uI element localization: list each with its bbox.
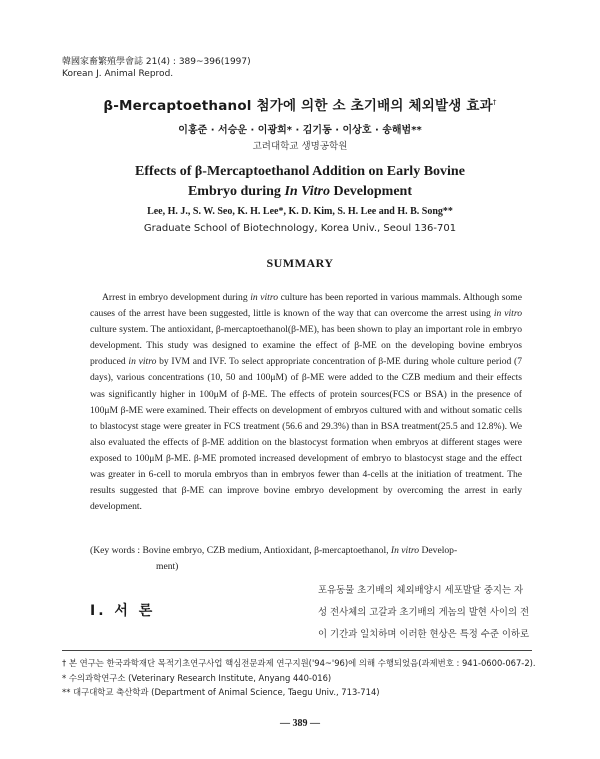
- footnote-divider: [62, 650, 532, 651]
- korean-title: [0, 94, 600, 114]
- english-title-italic: In Vitro: [284, 184, 330, 199]
- english-affiliation: Graduate School of Biotechnology, Korea Univ., Seoul 136-701: [143, 223, 457, 234]
- abstract-italic: in vitro: [128, 356, 157, 368]
- footnote-affiliation-2: ** 대구대학교 축산학과 (Department of Animal Science, Taegu Univ., 713-714): [62, 687, 380, 697]
- introduction-line: 성 전사체의 고갈과 초기배의 게놈의 발현 사이의 전: [318, 607, 530, 618]
- abstract-paragraph: [90, 290, 522, 515]
- journal-name: Korean J. Animal Reprod.: [62, 69, 174, 79]
- keywords-tail: Develop-: [419, 545, 458, 556]
- funding-mark: †: [492, 98, 497, 107]
- english-authors: Lee, H. J., S. W. Seo, K. H. Lee*, K. D. Kim, S. H. Lee and H. B. Song**: [147, 206, 453, 217]
- footnote-affiliation-1: * 수의과학연구소 (Veterinary Research Institute, Anyang 440-016): [62, 672, 332, 683]
- introduction-line: 포유동물 초기배의 체외배양시 세포발달 중지는 자: [318, 585, 524, 596]
- english-title: [0, 162, 600, 202]
- abstract-italic: in vitro: [250, 292, 278, 303]
- abstract-text: culture system. The antioxidant, β-mercaptoethanol(β-ME), has been shown to play an important role in embryo development. This study was designed to examine the effect of β-ME on the developing bovine embryos produced: [90, 324, 522, 368]
- section-heading-introduction: Ⅰ. 서 론: [90, 603, 156, 619]
- abstract-italic: in vitro: [493, 308, 522, 320]
- english-title-line2: [0, 182, 600, 202]
- introduction-line: 이 기간과 일치하며 이러한 현상은 특정 수준 이하로: [318, 629, 530, 640]
- abstract: [90, 290, 522, 515]
- korean-authors: 이홍준 · 서승운 · 이광희* · 김기동 · 이상호 · 송해범**: [178, 125, 422, 136]
- introduction-body: [318, 580, 538, 646]
- keywords: [90, 543, 530, 575]
- journal-header: [62, 56, 251, 80]
- korean-affiliation: 고려대학교 생명공학원: [252, 141, 348, 152]
- abstract-text: by IVM and IVF. To select appropriate concentration of β-ME during whole culture period (7 days), various concentrations (10, 50 and 100μM) of β-ME were added to the CZB medium and their effects was significantly higher in 100μM of β-ME. The effects of protein sources(FCS or BSA) in the presence of 100μM β-ME were examined. Their effects on development of embryos cultured with and without somatic cells to blastocyst stage were greater in FCS treatment (56.6 and 29.3%) than in BSA treatment(25.5 and 12.8%). We also evaluated the effects of β-ME addition on the blastocyst formation when embryos at different stages were exposed to 100μM β-ME. β-ME promoted increased development of embryo to blastocyst stage and the effect was greater in 6-cell to morula embryos than in embryos fewer than 4-cells at the initiation of treatment. The results suggested that β-ME can improve bovine embryo development by overcoming the arrest in early development.: [90, 356, 522, 513]
- keywords-text: (Key words : Bovine embryo, CZB medium, Antioxidant, β-mercaptoethanol,: [90, 545, 391, 556]
- summary-heading: SUMMARY: [266, 256, 334, 270]
- footnote-funding: † 본 연구는 한국과학재단 목적기초연구사업 핵심전문과제 연구지원('94~'96)에 의해 수행되었음(과제번호 : 941-0600-067-2).: [62, 658, 536, 668]
- keywords-italic: In vitro: [390, 545, 420, 556]
- english-title-part: Embryo during: [187, 184, 285, 199]
- journal-citation: 韓國家畜繁殖學會誌 21(4) : 389~396(1997): [62, 57, 251, 67]
- keywords-line2: ment): [156, 561, 179, 573]
- english-title-line1: Effects of β-Mercaptoethanol Addition on Early Bovine: [135, 164, 465, 179]
- korean-title-text: β-Mercaptoethanol 첨가에 의한 소 초기배의 체외발생 효과: [103, 98, 493, 114]
- abstract-text: culture has been reported in various mammals. Although some causes of the arrest have been suggested, little is known of the way that can overcome the arrest using: [90, 292, 522, 320]
- footnotes: [62, 656, 536, 700]
- abstract-text: Arrest in embryo development during: [102, 292, 251, 303]
- english-title-part: Development: [329, 184, 413, 199]
- page-number: — 389 —: [280, 718, 320, 729]
- keywords-line1: [90, 543, 530, 559]
